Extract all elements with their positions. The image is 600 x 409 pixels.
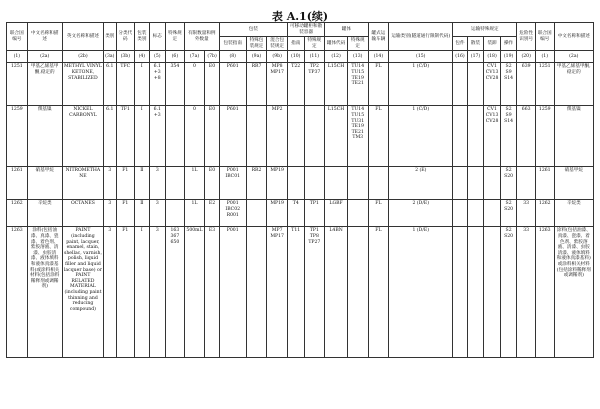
cell-cn-name: 辛烷类 <box>27 200 62 227</box>
cell-special-provisions <box>166 167 185 200</box>
cell-packing-group: I <box>135 63 149 106</box>
header-hazard-id: 危险性识别号 <box>517 23 536 51</box>
cell-excepted-qty: E0 <box>205 63 219 106</box>
cell-hazard-id: 33 <box>517 227 536 358</box>
header-tank-code: 罐体代码 <box>325 37 348 51</box>
colnum: (3a) <box>104 51 116 63</box>
header-class-code: 分类代码 <box>116 23 135 51</box>
cell-cn-name-right: 硝基甲烷 <box>554 167 593 200</box>
cell-un-right: 1263 <box>535 227 554 358</box>
cell-cn-name-right: 涂料(包括油漆、真漆、瓷漆、着色剂、紫胶溶液、清漆、虫胶清漆、液体填料和液体真漆基料)或涂料相关材料(包括涂料稀释剂或调稀剂) <box>554 227 593 358</box>
dangerous-goods-table <box>6 22 594 358</box>
cell-un-right: 1251 <box>535 63 554 106</box>
colnum: (20) <box>517 51 536 63</box>
colnum: (8) <box>219 51 246 63</box>
cell-operation: S2 S9 S14 <box>500 106 517 167</box>
cell-transport-category: 2 (D/E) <box>389 200 453 227</box>
colnum: (16) <box>453 51 467 63</box>
cell-mixed-packing: MP7 MP17 <box>267 227 288 358</box>
cell-cn-name-right: 甲基乙烯基甲酮,稳定的 <box>554 63 593 106</box>
cell-class: 3 <box>104 227 116 358</box>
cell-bulk <box>467 106 484 167</box>
cell-bulk <box>467 63 484 106</box>
cell-un-right: 1262 <box>535 200 554 227</box>
colnum: (2a) <box>554 51 593 63</box>
cell-limited-qty: 0 <box>184 63 205 106</box>
cell-loading <box>484 227 501 358</box>
cell-un: 1251 <box>7 63 28 106</box>
header-bulk: 散装 <box>467 37 484 51</box>
cell-transport-category: 1 (C/D) <box>389 63 453 106</box>
cell-un: 1263 <box>7 227 28 358</box>
colnum: (15) <box>389 51 453 63</box>
header-cn-name-right: 中文名称和描述 <box>554 23 593 51</box>
header-packages: 包件 <box>453 37 467 51</box>
colnum: (5) <box>149 51 166 63</box>
header-labels: 标志 <box>149 23 166 51</box>
colnum: (13) <box>347 51 368 63</box>
cell-loading: CV1 CV13 CV28 <box>484 63 501 106</box>
cell-tank-special <box>304 167 325 200</box>
cell-loading <box>484 200 501 227</box>
cell-labels: 3 <box>149 167 166 200</box>
cell-packages <box>453 106 467 167</box>
cell-limited-qty: 1L <box>184 200 205 227</box>
cell-special-packing <box>246 106 267 167</box>
header-cn-name: 中文名称和描述 <box>27 23 62 51</box>
cell-class-code: F1 <box>116 227 135 358</box>
cell-class: 3 <box>104 167 116 200</box>
cell-class-code: TFC <box>116 63 135 106</box>
cell-limited-qty: 0 <box>184 106 205 167</box>
cell-bulk <box>467 200 484 227</box>
header-limited-quantity: 有限数量和例外数量 <box>184 23 219 51</box>
cell-excepted-qty: E0 <box>205 167 219 200</box>
cell-loading <box>484 167 501 200</box>
header-tank-vehicle: 罐式运输车辆 <box>368 23 389 51</box>
header-un: 联合国编号 <box>7 23 28 51</box>
cell-class-code: F1 <box>116 200 135 227</box>
cell-tank-code: L15CH <box>325 106 348 167</box>
colnum: (3b) <box>116 51 135 63</box>
cell-tank-special-2: TU14 TU15 TE19 TE21 <box>347 63 368 106</box>
cell-packing-group: I <box>135 227 149 358</box>
cell-packages <box>453 167 467 200</box>
cell-packages <box>453 200 467 227</box>
cell-special-packing <box>246 227 267 358</box>
header-packing-instruction: 包装指南 <box>219 37 246 51</box>
colnum: (6) <box>166 51 185 63</box>
colnum: (2a) <box>27 51 62 63</box>
cell-mixed-packing: MP19 <box>267 167 288 200</box>
cell-class: 3 <box>104 200 116 227</box>
cell-class: 6.1 <box>104 63 116 106</box>
cell-bulk <box>467 227 484 358</box>
cell-operation: S2 S20 <box>500 227 517 358</box>
cell-cn-name: 硝基甲烷 <box>27 167 62 200</box>
cell-un-right: 1259 <box>535 106 554 167</box>
cell-tank-instruction <box>287 167 304 200</box>
cell-class-code: TF1 <box>116 106 135 167</box>
header-tank-instruction: 指南 <box>287 37 304 51</box>
cell-packages <box>453 227 467 358</box>
cell-tank-special: TP1 <box>304 200 325 227</box>
cell-cn-name: 涂料(包括油漆、真漆、瓷漆、着色剂、紫胶溶液、清漆、虫胶清漆、液体填料和液体真漆基料)或涂料相关材料(包括涂料稀释剂或调稀剂) <box>27 227 62 358</box>
header-special-provisions: 特殊规定 <box>166 23 185 51</box>
colnum: (9a) <box>246 51 267 63</box>
colnum: (19) <box>500 51 517 63</box>
header-en-name: 英文名称和描述 <box>62 23 103 51</box>
cell-special-packing: RR2 <box>246 167 267 200</box>
cell-tank-instruction <box>287 106 304 167</box>
cell-limited-qty: 1L <box>184 167 205 200</box>
cell-vehicle: FL <box>368 227 389 358</box>
cell-un: 1262 <box>7 200 28 227</box>
header-portable-tanks: 可移动罐柜和散装容器 <box>287 23 324 37</box>
cell-hazard-id <box>517 167 536 200</box>
cell-en-name: METHYL VINYL KETONE, STABILIZED <box>62 63 103 106</box>
colnum: (2b) <box>62 51 103 63</box>
cell-en-name: OCTANES <box>62 200 103 227</box>
colnum: (9b) <box>267 51 288 63</box>
cell-vehicle: FL <box>368 200 389 227</box>
cell-vehicle: FL <box>368 106 389 167</box>
cell-packing-instruction: P001 IBC02 R001 <box>219 200 246 227</box>
table-row <box>7 106 594 167</box>
cell-tank-instruction: T4 <box>287 200 304 227</box>
header-transport-special: 运输特殊规定 <box>453 23 517 37</box>
cell-vehicle <box>368 167 389 200</box>
header-tank-special: 特殊规定 <box>304 37 325 51</box>
colnum: (4) <box>135 51 149 63</box>
cell-tank-instruction: T22 <box>287 63 304 106</box>
cell-tank-special-2 <box>347 200 368 227</box>
cell-class-code: F1 <box>116 167 135 200</box>
cell-excepted-qty: E0 <box>205 106 219 167</box>
cell-un-right: 1261 <box>535 167 554 200</box>
cell-labels: 6.1 +3 <box>149 106 166 167</box>
cell-transport-category: 1 (C/D) <box>389 106 453 167</box>
cell-vehicle: FL <box>368 63 389 106</box>
cell-operation: S2 S20 <box>500 200 517 227</box>
header-transport-category: 运输类别(隧道通行限制代码) <box>389 23 453 51</box>
header-tank-special-2: 特殊规定 <box>347 37 368 51</box>
cell-loading: CV1 CV13 CV28 <box>484 106 501 167</box>
cell-packing-group: Ⅱ <box>135 200 149 227</box>
cell-packages <box>453 63 467 106</box>
cell-en-name: NITROMETHANE <box>62 167 103 200</box>
cell-en-name: PAINT (including paint, lacquer, enamel, stain, shellac, varnish, polish, liquid filler and liquid lacquer base) or PAINT RELATED MATERIAL (including paint thinning and reducing compound) <box>62 227 103 358</box>
cell-packing-group: Ⅱ <box>135 167 149 200</box>
cell-tank-special-2 <box>347 167 368 200</box>
cell-special-packing: RR7 <box>246 63 267 106</box>
cell-mixed-packing: MP19 <box>267 200 288 227</box>
cell-operation: S2 S20 <box>500 167 517 200</box>
cell-tank-code: LGBF <box>325 200 348 227</box>
colnum: (18) <box>484 51 501 63</box>
cell-special-provisions <box>166 200 185 227</box>
header-packaging: 包装 <box>219 23 287 37</box>
cell-hazard-id: 663 <box>517 106 536 167</box>
cell-special-provisions: 354 <box>166 63 185 106</box>
cell-operation: S2 S9 S14 <box>500 63 517 106</box>
header-packing-group: 包装类别 <box>135 23 149 51</box>
cell-labels: 3 <box>149 200 166 227</box>
cell-tank-special: TP1 TP8 TP27 <box>304 227 325 358</box>
colnum: (14) <box>368 51 389 63</box>
colnum: (1) <box>535 51 554 63</box>
header-un-right: 联合国编号 <box>535 23 554 51</box>
table-title: 表 A.1(续) <box>271 10 329 23</box>
cell-tank-special-2 <box>347 227 368 358</box>
cell-transport-category: 1 (D/E) <box>389 227 453 358</box>
header-loading: 装卸 <box>484 37 501 51</box>
cell-special-packing <box>246 200 267 227</box>
cell-bulk <box>467 167 484 200</box>
colnum: (1) <box>7 51 28 63</box>
cell-special-provisions <box>166 106 185 167</box>
cell-cn-name: 甲基乙烯基甲酮,稳定的 <box>27 63 62 106</box>
cell-tank-instruction: T11 <box>287 227 304 358</box>
colnum: (7b) <box>205 51 219 63</box>
cell-packing-instruction: P001 IBC01 <box>219 167 246 200</box>
header-operation: 操作 <box>500 37 517 51</box>
cell-tank-code <box>325 167 348 200</box>
table-row <box>7 200 594 227</box>
colnum: (11) <box>304 51 325 63</box>
cell-cn-name-right: 羰基镍 <box>554 106 593 167</box>
colnum: (12) <box>325 51 348 63</box>
cell-labels: 6.1 +3 +8 <box>149 63 166 106</box>
cell-tank-special-2: TU14 TU15 TU31 TE19 TE21 TM3 <box>347 106 368 167</box>
cell-tank-code: L15CH <box>325 63 348 106</box>
table-row <box>7 227 594 358</box>
cell-un: 1261 <box>7 167 28 200</box>
cell-packing-instruction: P601 <box>219 106 246 167</box>
column-number-row <box>7 51 594 63</box>
table-row <box>7 63 594 106</box>
cell-packing-instruction: P601 <box>219 63 246 106</box>
cell-tank-special <box>304 106 325 167</box>
colnum: (17) <box>467 51 484 63</box>
cell-excepted-qty: E3 <box>205 227 219 358</box>
cell-packing-instruction: P001 <box>219 227 246 358</box>
cell-transport-category: 2 (E) <box>389 167 453 200</box>
cell-mixed-packing: MP8 MP17 <box>267 63 288 106</box>
colnum: (10) <box>287 51 304 63</box>
header-class: 类别 <box>104 23 116 51</box>
cell-limited-qty: 500mL <box>184 227 205 358</box>
cell-special-provisions: 163 367 650 <box>166 227 185 358</box>
cell-hazard-id: 639 <box>517 63 536 106</box>
header-tanks: 罐体 <box>325 23 368 37</box>
cell-excepted-qty: E2 <box>205 200 219 227</box>
header-mixed-packing: 混合包装规定 <box>267 37 288 51</box>
cell-en-name: NICKEL CARBONYL <box>62 106 103 167</box>
cell-tank-special: TP2 TP37 <box>304 63 325 106</box>
table-row <box>7 167 594 200</box>
cell-labels: 3 <box>149 227 166 358</box>
header-special-packing: 特殊包装规定 <box>246 37 267 51</box>
colnum: (7a) <box>184 51 205 63</box>
cell-class: 6.1 <box>104 106 116 167</box>
cell-hazard-id: 33 <box>517 200 536 227</box>
cell-un: 1259 <box>7 106 28 167</box>
cell-packing-group: I <box>135 106 149 167</box>
cell-cn-name: 羰基镍 <box>27 106 62 167</box>
cell-tank-code: L4BN <box>325 227 348 358</box>
cell-cn-name-right: 辛烷类 <box>554 200 593 227</box>
cell-mixed-packing: MP2 <box>267 106 288 167</box>
